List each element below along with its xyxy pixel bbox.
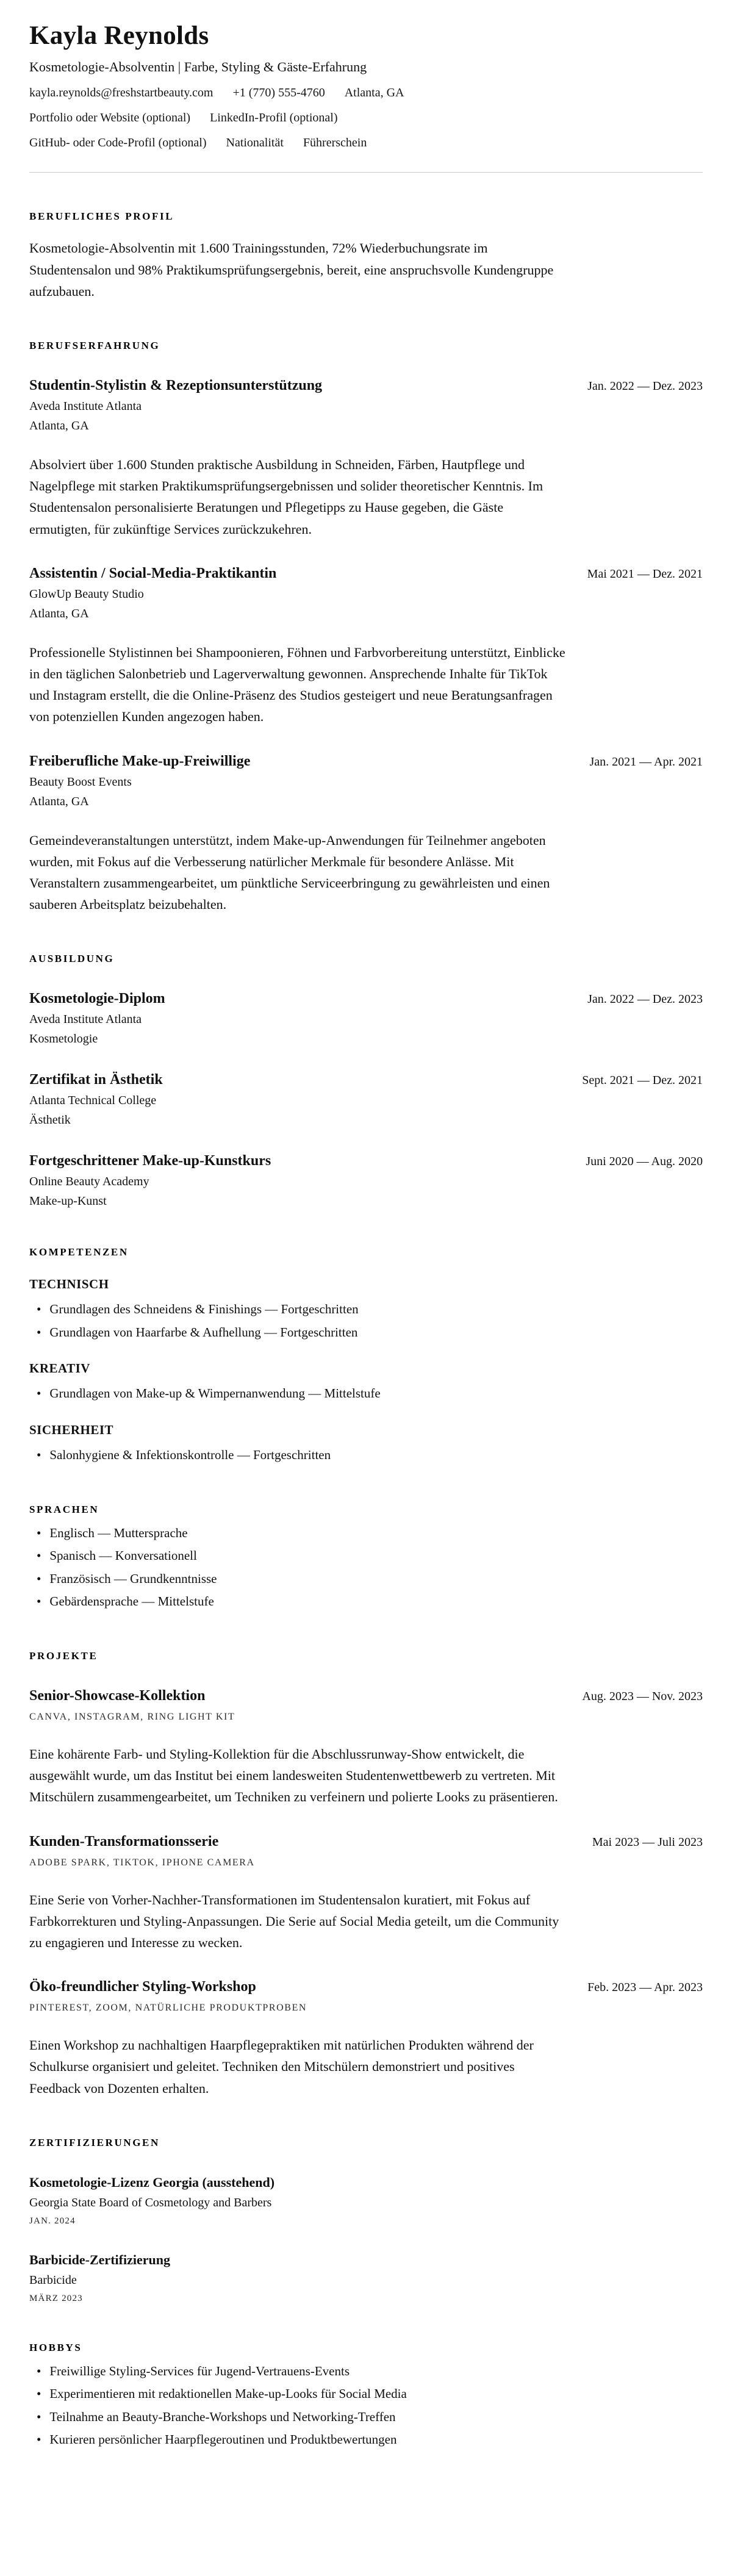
project-dates: Aug. 2023 — Nov. 2023: [582, 1690, 703, 1703]
contact-linkedin: LinkedIn-Profil (optional): [210, 111, 338, 125]
language-item: [29, 1546, 578, 1566]
project-dates: Feb. 2023 — Apr. 2023: [587, 1981, 703, 1995]
skill-item: [29, 1383, 578, 1404]
job-location: Atlanta, GA: [29, 794, 89, 808]
bullet-icon: •: [37, 1448, 41, 1463]
skill-group-technical: TECHNISCH: [29, 1277, 109, 1292]
project-title: Senior-Showcase-Kollektion: [29, 1688, 206, 1704]
contact-row-1: [29, 86, 703, 100]
skill-list-safety: [29, 1445, 703, 1466]
job-item: [29, 753, 703, 916]
certification-issuer: Georgia State Board of Cosmetology and Barbers: [29, 2195, 272, 2209]
project-tools: ADOBE SPARK, TIKTOK, IPHONE CAMERA: [29, 1857, 255, 1868]
resume-header: [29, 21, 703, 173]
profile-text: Kosmetologie-Absolventin mit 1.600 Trainingsstunden, 72% Wiederbuchungsrate im Studentensalon und 98% Praktikumsprüfungsergebnis, bereit, eine anspruchsvolle Kundengruppe aufzubauen.: [29, 240, 554, 299]
section-heading-certifications: ZERTIFIZIERUNGEN: [29, 2136, 160, 2148]
bullet-icon: •: [37, 2409, 41, 2424]
contact-row-3: [29, 136, 703, 150]
header-divider: [29, 172, 703, 173]
section-hobbies: [29, 2342, 703, 2450]
hobby-item: [29, 2361, 578, 2382]
project-description: Eine Serie von Vorher-Nachher-Transformationen im Studentensalon kuratiert, mit Fokus auf Farbkorrekturen und Styling-Anpassungen. Die Serie auf Social Media geteilt, um die Community zu engagieren und Interesse zu wecken.: [29, 1892, 559, 1950]
bullet-icon: •: [37, 2386, 41, 2402]
skill-list-technical: [29, 1299, 703, 1343]
job-title: Freiberufliche Make-up-Freiwillige: [29, 753, 251, 769]
section-heading-experience: BERUFSERFAHRUNG: [29, 340, 160, 351]
bullet-icon: •: [37, 1324, 41, 1340]
contact-email: kayla.reynolds@freshstartbeauty.com: [29, 86, 214, 100]
education-dates: Jan. 2022 — Dez. 2023: [587, 992, 703, 1006]
section-heading-education: AUSBILDUNG: [29, 953, 115, 965]
hobby-list: [29, 2361, 703, 2450]
education-dates: Juni 2020 — Aug. 2020: [586, 1155, 703, 1169]
job-description: Absolviert über 1.600 Stunden praktische Ausbildung in Schneiden, Färben, Hautpflege und Nagelpflege mit starken Praktikumsprüfungsergebnissen und solider theoretischer Kenntnis. Im Studentensalon personalisierte Beratungen und Pflegetipps zu Hause gegeben, die Gäste ermutigten, für zukünftige Services zurückzukehren.: [29, 457, 544, 537]
education-title: Kosmetologie-Diplom: [29, 991, 165, 1007]
contact-nationality: Nationalität: [226, 136, 284, 150]
hobby-item: [29, 2407, 578, 2428]
section-heading-skills: KOMPETENZEN: [29, 1246, 129, 1258]
education-school: Atlanta Technical College: [29, 1094, 157, 1108]
skill-item: [29, 1445, 578, 1466]
education-title: Fortgeschrittener Make-up-Kunstkurs: [29, 1153, 271, 1169]
education-field: Make-up-Kunst: [29, 1194, 107, 1208]
section-heading-languages: SPRACHEN: [29, 1503, 99, 1515]
job-dates: Jan. 2021 — Apr. 2021: [589, 755, 703, 769]
job-item: [29, 378, 703, 540]
education-item: [29, 1153, 703, 1208]
section-languages: [29, 1504, 703, 1612]
job-title: Studentin-Stylistin & Rezeptionsunterstützung: [29, 378, 323, 393]
bullet-icon: •: [37, 2432, 41, 2447]
project-description: Eine kohärente Farb- und Styling-Kollektion für die Abschlussrunway-Show entwickelt, die ausgewählt wurde, um das Institut bei einem landesweiten Studentenwettbewerb zu vertreten. Mit Mitschülern zusammengearbeitet, um Techniken zu verfeinern und polierte Looks zu präsentieren.: [29, 1746, 558, 1805]
hobby-text: Teilnahme an Beauty-Branche-Workshops und Networking-Treffen: [49, 2409, 396, 2424]
skill-group-safety: SICHERHEIT: [29, 1423, 114, 1438]
job-item: [29, 565, 703, 728]
education-item: [29, 991, 703, 1046]
education-item: [29, 1072, 703, 1127]
skill-list-creative: [29, 1383, 703, 1404]
section-heading-projects: PROJEKTE: [29, 1650, 98, 1662]
project-dates: Mai 2023 — Juli 2023: [592, 1835, 703, 1849]
job-company: Aveda Institute Atlanta: [29, 400, 142, 413]
job-dates: Jan. 2022 — Dez. 2023: [587, 379, 703, 393]
contact-license: Führerschein: [303, 136, 367, 150]
bullet-icon: •: [37, 1302, 41, 1317]
language-list: [29, 1523, 703, 1612]
bullet-icon: •: [37, 1571, 41, 1586]
skill-text: Grundlagen des Schneidens & Finishings — Fortgeschritten: [49, 1302, 359, 1317]
language-item: [29, 1569, 578, 1590]
project-title: Öko-freundlicher Styling-Workshop: [29, 1979, 256, 1995]
job-company: GlowUp Beauty Studio: [29, 587, 144, 601]
certification-date: MÄRZ 2023: [29, 2293, 83, 2303]
hobby-text: Freiwillige Styling-Services für Jugend-Vertrauens-Events: [49, 2363, 350, 2378]
project-item: [29, 1834, 703, 1954]
contact-row-2: [29, 111, 703, 125]
project-item: [29, 1979, 703, 2099]
job-description: Gemeindeveranstaltungen unterstützt, indem Make-up-Anwendungen für Teilnehmer angeboten wurden, mit Fokus auf die Verbesserung natürlicher Merkmale für besondere Anlässe. Mit Veranstaltern zusammengearbeitet, um pünktliche Serviceerbringung zu gewährleisten und einen sauberen Arbeitsplatz beizubehalten.: [29, 832, 550, 913]
language-text: Spanisch — Konversationell: [49, 1548, 197, 1563]
language-item: [29, 1523, 578, 1544]
contact-phone: +1 (770) 555-4760: [232, 86, 325, 100]
certification-date: JAN. 2024: [29, 2215, 76, 2226]
job-dates: Mai 2021 — Dez. 2021: [587, 567, 703, 581]
bullet-icon: •: [37, 1548, 41, 1563]
hobby-text: Experimentieren mit redaktionellen Make-up-Looks für Social Media: [49, 2386, 407, 2402]
education-field: Kosmetologie: [29, 1032, 98, 1046]
skill-text: Grundlagen von Haarfarbe & Aufhellung — Fortgeschritten: [49, 1324, 358, 1340]
skill-item: [29, 1299, 578, 1320]
job-title: Assistentin / Social-Media-Praktikantin: [29, 565, 277, 581]
language-item: [29, 1591, 578, 1612]
skill-group-creative: KREATIV: [29, 1361, 90, 1376]
section-certifications: [29, 2137, 703, 2304]
section-heading-hobbies: HOBBYS: [29, 2341, 82, 2353]
project-description: Einen Workshop zu nachhaltigen Haarpflegepraktiken mit natürlichen Produkten während der Schulkurse organisiert und geleitet. Techniken den Mitschülern demonstriert und positives Feedback von Dozenten erhalten.: [29, 2037, 534, 2096]
certification-item: [29, 2175, 703, 2226]
job-location: Atlanta, GA: [29, 419, 89, 432]
bullet-icon: •: [37, 2363, 41, 2378]
section-experience: [29, 340, 703, 915]
section-profile: [29, 210, 703, 302]
contact-location: Atlanta, GA: [344, 86, 404, 100]
section-heading-profile: BERUFLICHES PROFIL: [29, 210, 174, 223]
project-tools: PINTEREST, ZOOM, NATÜRLICHE PRODUKTPROBEN: [29, 2003, 307, 2014]
section-education: [29, 953, 703, 1208]
language-text: Englisch — Muttersprache: [49, 1525, 188, 1540]
education-field: Ästhetik: [29, 1113, 71, 1127]
certification-title: Kosmetologie-Lizenz Georgia (ausstehend): [29, 2174, 275, 2190]
job-description: Professionelle Stylistinnen bei Shampoonieren, Föhnen und Farbvorbereitung unterstützt, Einblicke in den täglichen Salonbetrieb und Lagerverwaltung gewonnen. Ansprechende Inhalte für TikTok und Instagram erstellt, die die Online-Präsenz des Studios gesteigert und neue Beratungsanfragen von potenziellen Kunden angezogen haben.: [29, 644, 565, 725]
bullet-icon: •: [37, 1386, 41, 1401]
hobby-text: Kurieren persönlicher Haarpflegeroutinen und Produktbewertungen: [49, 2432, 397, 2447]
certification-item: [29, 2252, 703, 2304]
certification-title: Barbicide-Zertifizierung: [29, 2251, 170, 2267]
education-school: Online Beauty Academy: [29, 1175, 149, 1189]
job-company: Beauty Boost Events: [29, 775, 132, 789]
skill-item: [29, 1322, 578, 1343]
candidate-tagline: Kosmetologie-Absolventin | Farbe, Styling & Gäste-Erfahrung: [29, 59, 367, 75]
education-title: Zertifikat in Ästhetik: [29, 1072, 163, 1088]
project-item: [29, 1688, 703, 1808]
language-text: Französisch — Grundkenntnisse: [49, 1571, 217, 1586]
education-school: Aveda Institute Atlanta: [29, 1013, 142, 1027]
hobby-item: [29, 2384, 578, 2405]
hobby-item: [29, 2430, 578, 2450]
certification-issuer: Barbicide: [29, 2273, 77, 2287]
project-tools: CANVA, INSTAGRAM, RING LIGHT KIT: [29, 1712, 235, 1722]
bullet-icon: •: [37, 1594, 41, 1609]
candidate-name: Kayla Reynolds: [29, 21, 209, 50]
education-dates: Sept. 2021 — Dez. 2021: [582, 1074, 703, 1088]
section-skills: [29, 1246, 703, 1465]
job-location: Atlanta, GA: [29, 606, 89, 620]
skill-text: Grundlagen von Make-up & Wimpernanwendung — Mittelstufe: [49, 1386, 381, 1401]
section-projects: [29, 1650, 703, 2099]
project-title: Kunden-Transformationsserie: [29, 1833, 219, 1849]
skill-text: Salonhygiene & Infektionskontrolle — Fortgeschritten: [49, 1448, 331, 1463]
bullet-icon: •: [37, 1525, 41, 1540]
contact-github: GitHub- oder Code-Profil (optional): [29, 136, 207, 150]
contact-portfolio: Portfolio oder Website (optional): [29, 111, 191, 125]
language-text: Gebärdensprache — Mittelstufe: [49, 1594, 214, 1609]
